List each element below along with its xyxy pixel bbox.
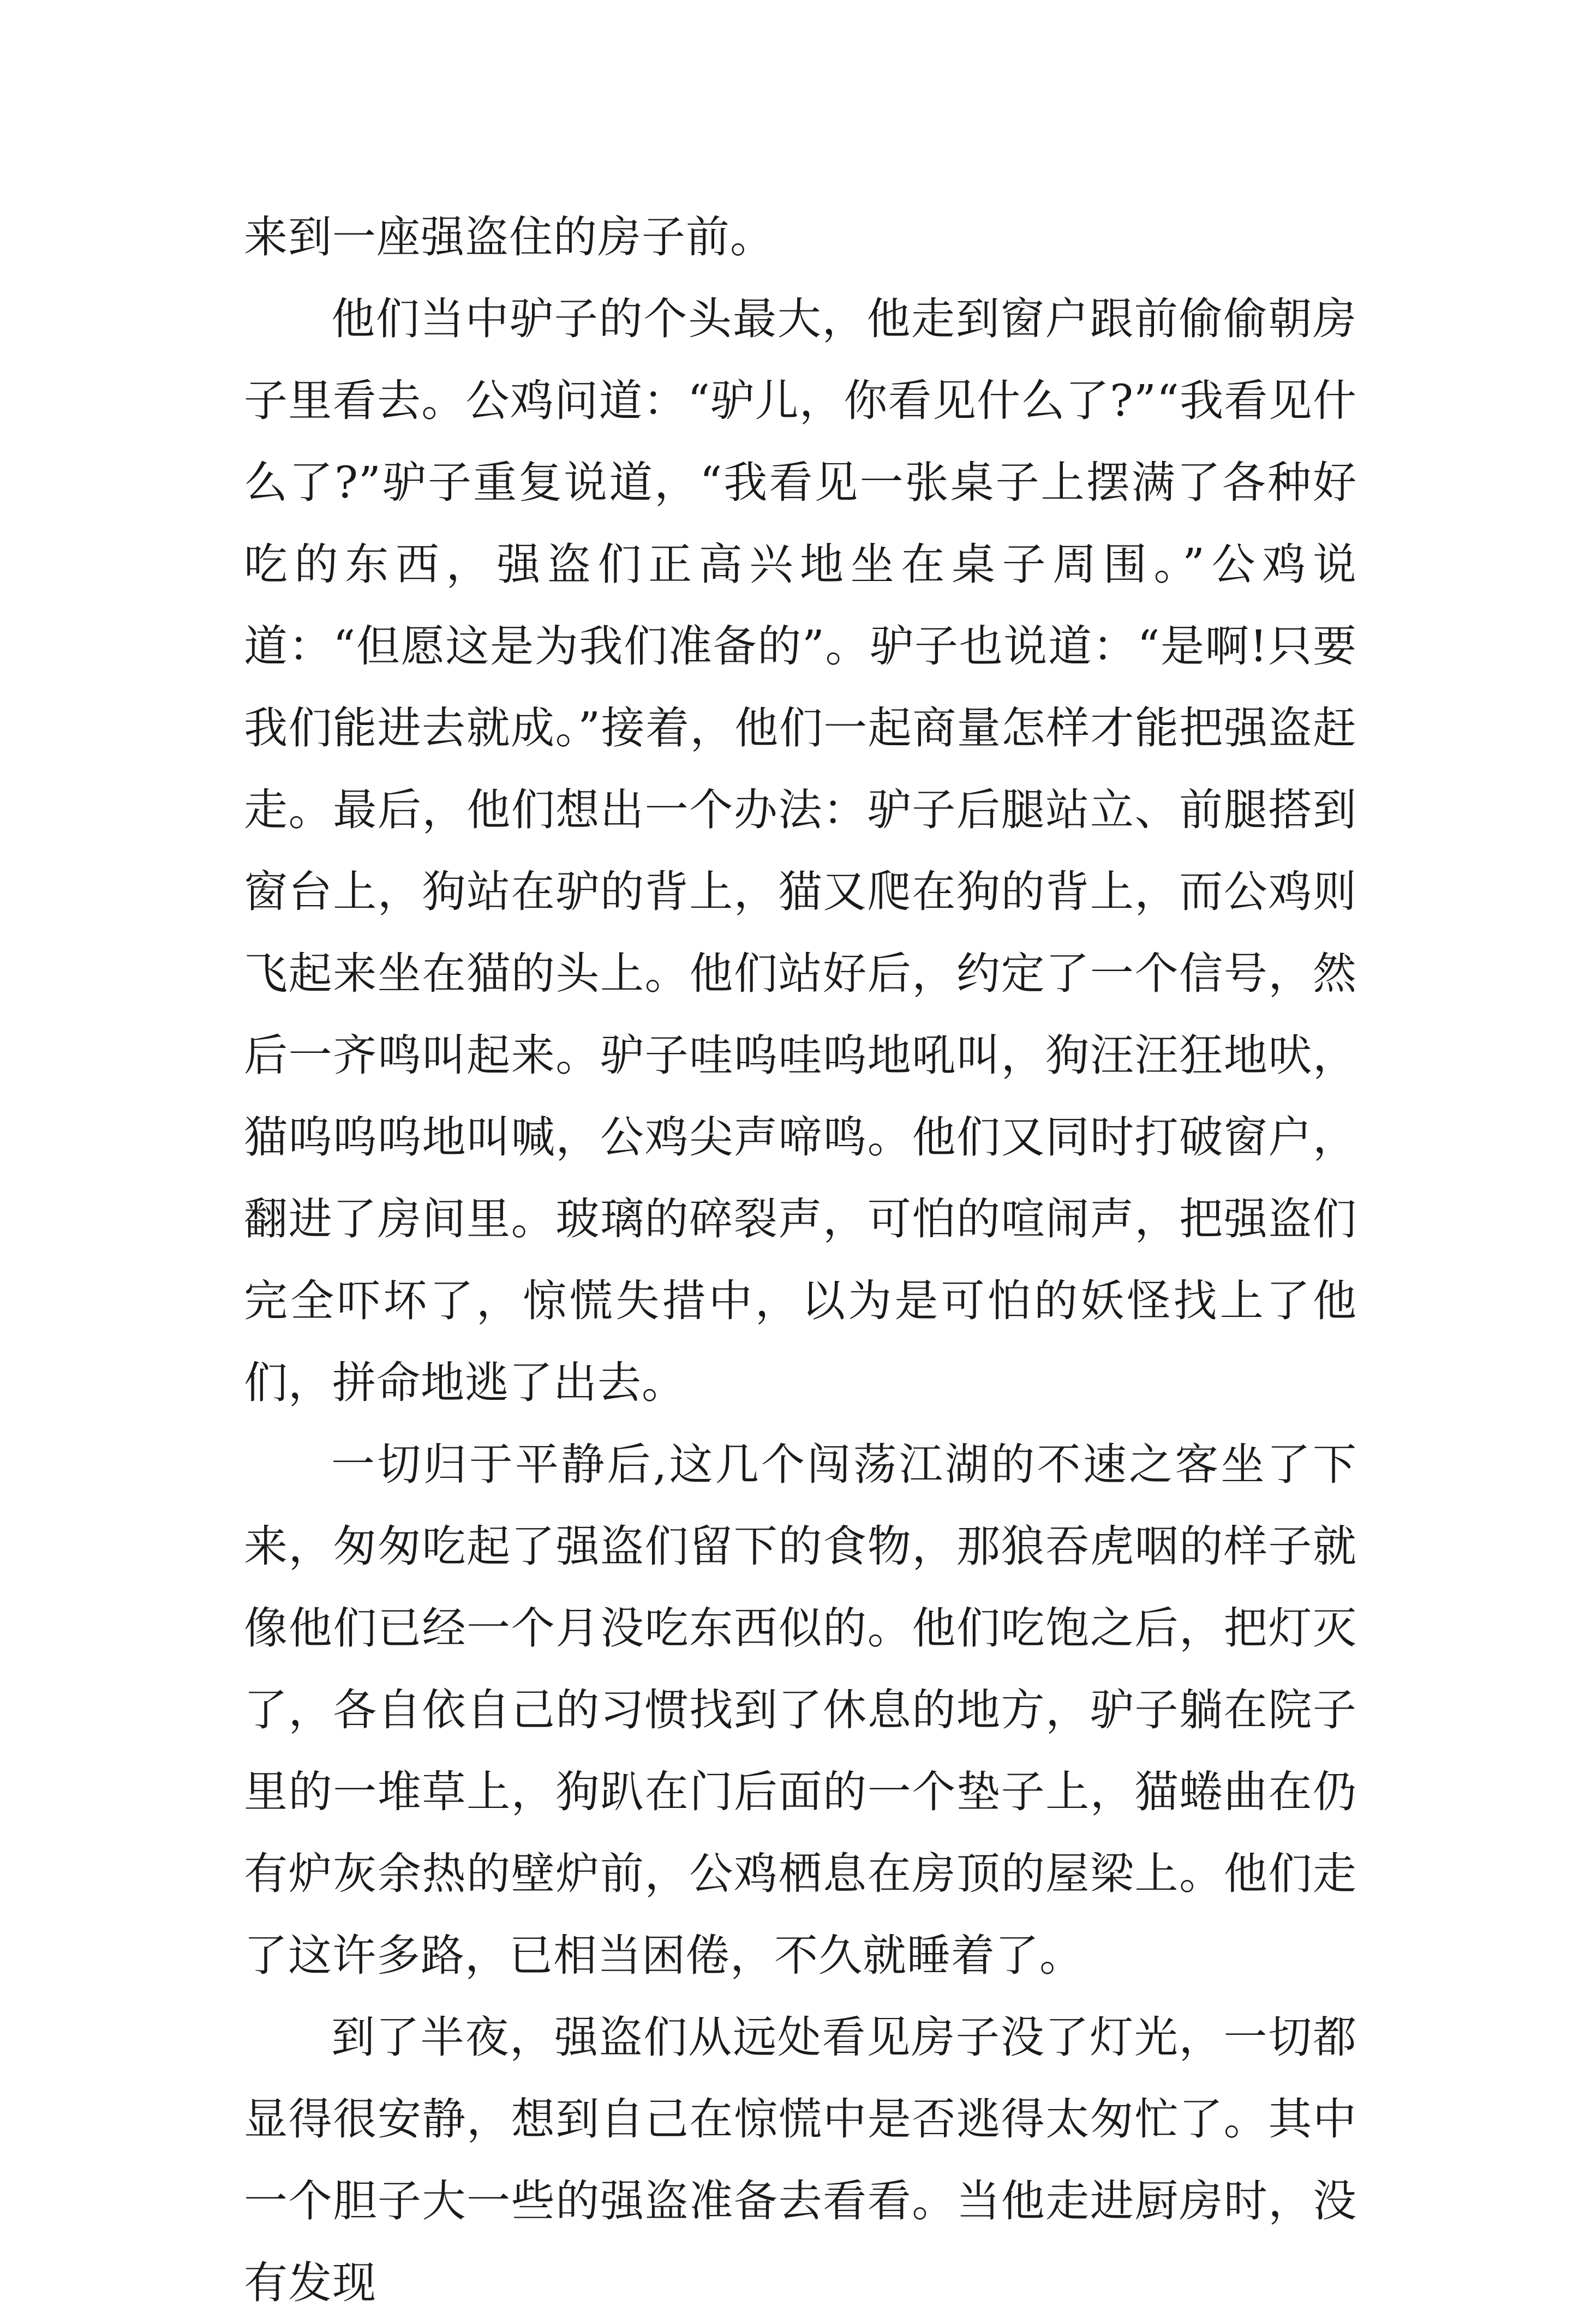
document-body: [244, 196, 1357, 2324]
paragraph-donkey-window: 他们当中驴子的个头最大，他走到窗户跟前偷偷朝房子里看去。公鸡问道：“驴儿，你看见什么了?”“我看见什么了?”驴子重复说道，“我看见一张桌子上摆满了各种好吃的东西，强盗们正高兴地坐在桌子周围。”公鸡说道：“但愿这是为我们准备的”。驴子也说道：“是啊!只要我们能进去就成。”接着，他们一起商量怎样才能把强盗赶走。最后，他们想出一个办法：驴子后腿站立、前腿搭到窗台上，狗站在驴的背上，猫又爬在狗的背上，而公鸡则飞起来坐在猫的头上。他们站好后，约定了一个信号，然后一齐鸣叫起来。驴子哇呜哇呜地吼叫，狗汪汪狂地吠，猫呜呜呜地叫喊，公鸡尖声啼鸣。他们又同时打破窗户，翻进了房间里。玻璃的碎裂声，可怕的喧闹声，把强盗们完全吓坏了，惊慌失措中，以为是可怕的妖怪找上了他们，拼命地逃了出去。: [244, 294, 1357, 1408]
paragraph-midnight-robbers: 到了半夜，强盗们从远处看见房子没了灯光，一切都显得很安静，想到自己在惊慌中是否逃得太匆忙了。其中一个胆子大一些的强盗准备去看看。当他走进厨房时，没有发现: [244, 2012, 1357, 2308]
paragraph-continuation: 来到一座强盗住的房子前。: [244, 212, 774, 262]
paragraph-feast-and-rest: 一切归于平静后,这几个闯荡江湖的不速之客坐了下来，匆匆吃起了强盗们留下的食物，那狼吞虎咽的样子就像他们已经一个月没吃东西似的。他们吃饱之后，把灯灭了，各自依自己的习惯找到了休息的地方，驴子躺在院子里的一堆草上，狗趴在门后面的一个垫子上，猫蜷曲在仍有炉灰余热的壁炉前，公鸡栖息在房顶的屋梁上。他们走了这许多路，已相当困倦，不久就睡着了。: [244, 1439, 1357, 1981]
